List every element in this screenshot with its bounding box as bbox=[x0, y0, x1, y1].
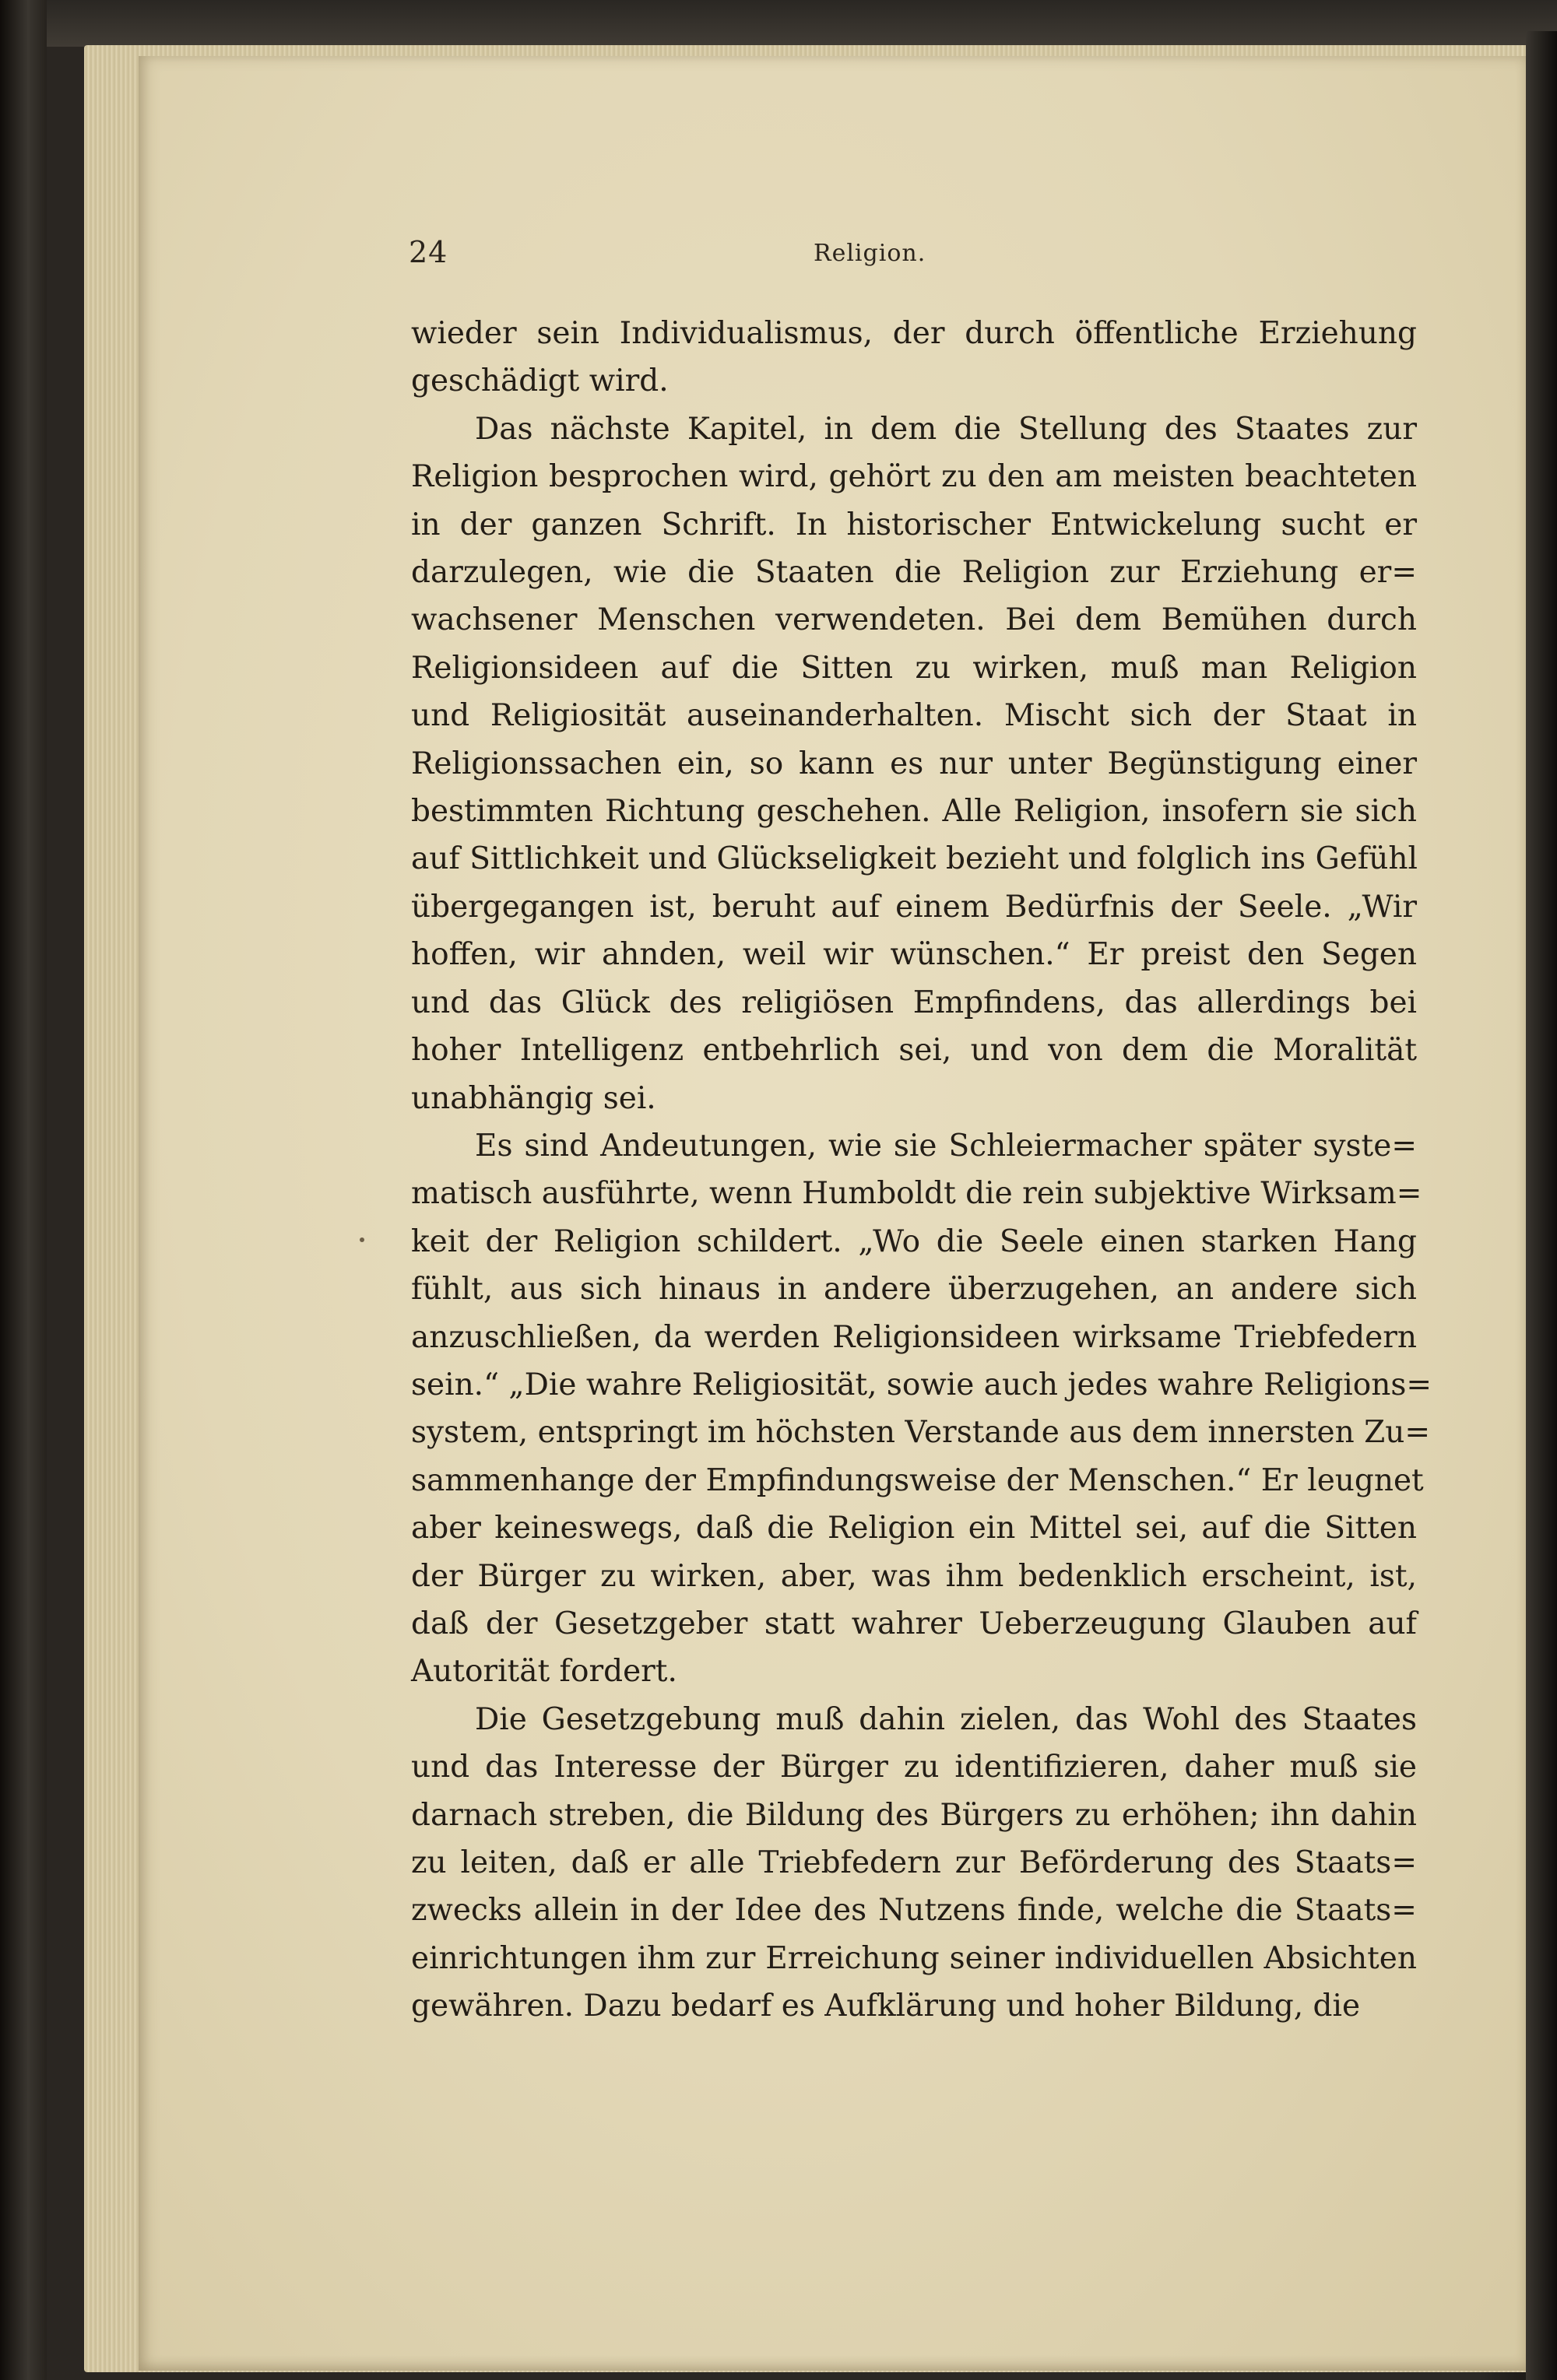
text-line: Autorität fordert. bbox=[411, 1654, 677, 1690]
text-line: hoffen, wir ahnden, weil wir wünschen.“ Er preist den Segen bbox=[411, 937, 1417, 973]
text-line: zu leiten, daß er alle Triebfedern zur Beförderung des Staats= bbox=[411, 1845, 1417, 1880]
text-line: geschädigt wird. bbox=[411, 363, 669, 399]
text-line: fühlt, aus sich hinaus in andere überzugehen, an andere sich bbox=[411, 1272, 1417, 1308]
text-line: und Religiosität auseinanderhalten. Mischt sich der Staat in bbox=[411, 698, 1417, 734]
text-line: und das Glück des religiösen Empfindens, das allerdings bei bbox=[411, 985, 1417, 1020]
text-line: matisch ausführte, wenn Humboldt die rein subjektive Wirksam= bbox=[411, 1176, 1422, 1212]
paragraph bbox=[411, 405, 1417, 1122]
paragraph bbox=[411, 1696, 1417, 2031]
text-line: aber keineswegs, daß die Religion ein Mittel sei, auf die Sitten bbox=[411, 1511, 1417, 1546]
text-line: Religionssachen ein, so kann es nur unter Begünstigung einer bbox=[411, 746, 1417, 781]
text-line: übergegangen ist, beruht auf einem Bedürfnis der Seele. „Wir bbox=[411, 889, 1417, 925]
text-line: sammenhange der Empfindungsweise der Menschen.“ Er leugnet bbox=[411, 1462, 1424, 1498]
text-line: darnach streben, die Bildung des Bürgers zu erhöhen; ihn dahin bbox=[411, 1797, 1417, 1833]
text-line: und das Interesse der Bürger zu identifizieren, daher muß sie bbox=[411, 1750, 1417, 1785]
text-line: Das nächste Kapitel, in dem die Stellung des Staates zur bbox=[475, 411, 1417, 447]
text-line: in der ganzen Schrift. In historischer Entwickelung sucht er bbox=[411, 507, 1417, 542]
text-line: Religion besprochen wird, gehört zu den am meisten beachteten bbox=[411, 459, 1417, 495]
text-line: system, entspringt im höchsten Verstande aus dem innersten Zu= bbox=[411, 1415, 1431, 1451]
page-number: 24 bbox=[409, 235, 448, 269]
text-line: keit der Religion schildert. „Wo die Seele einen starken Hang bbox=[411, 1223, 1417, 1259]
body-text bbox=[411, 310, 1432, 2031]
text-line: hoher Intelligenz entbehrlich sei, und von dem die Moralität bbox=[411, 1033, 1417, 1069]
text-line: wachsener Menschen verwendeten. Bei dem Bemühen durch bbox=[411, 602, 1417, 638]
text-line: einrichtungen ihm zur Erreichung seiner individuellen Absichten bbox=[411, 1940, 1417, 1976]
cover-shadow bbox=[1526, 31, 1557, 2380]
text-line: gewähren. Dazu bedarf es Aufklärung und hoher Bildung, die bbox=[411, 1989, 1361, 2024]
book-binding bbox=[0, 0, 47, 2380]
running-head: Religion. bbox=[814, 240, 926, 267]
book-cover-edge bbox=[47, 0, 1557, 47]
paragraph bbox=[411, 310, 1417, 405]
text-line: wieder sein Individualismus, der durch öffentliche Erziehung bbox=[411, 316, 1417, 351]
page-header bbox=[409, 235, 1413, 282]
text-line: der Bürger zu wirken, aber, was ihm bedenklich erscheint, ist, bbox=[411, 1558, 1417, 1594]
text-line: Die Gesetzgebung muß dahin zielen, das Wohl des Staates bbox=[475, 1701, 1417, 1737]
paragraph bbox=[411, 1122, 1432, 1696]
text-line: sein.“ „Die wahre Religiosität, sowie auch jedes wahre Religions= bbox=[411, 1367, 1432, 1402]
text-line: daß der Gesetzgeber statt wahrer Ueberzeugung Glauben auf bbox=[411, 1606, 1417, 1641]
text-line: bestimmten Richtung geschehen. Alle Religion, insofern sie sich bbox=[411, 794, 1417, 830]
text-line: auf Sittlichkeit und Glückseligkeit bezieht und folglich ins Gefühl bbox=[411, 841, 1418, 877]
text-line: Religionsideen auf die Sitten zu wirken, muß man Religion bbox=[411, 650, 1417, 686]
text-line: darzulegen, wie die Staaten die Religion zur Erziehung er= bbox=[411, 555, 1417, 591]
text-line: anzuschließen, da werden Religionsideen wirksame Triebfedern bbox=[411, 1319, 1417, 1355]
text-line: Es sind Andeutungen, wie sie Schleiermacher später syste= bbox=[475, 1128, 1417, 1164]
text-line: unabhängig sei. bbox=[411, 1080, 656, 1116]
text-line: zwecks allein in der Idee des Nutzens finde, welche die Staats= bbox=[411, 1893, 1417, 1929]
margin-mark bbox=[360, 1237, 364, 1242]
